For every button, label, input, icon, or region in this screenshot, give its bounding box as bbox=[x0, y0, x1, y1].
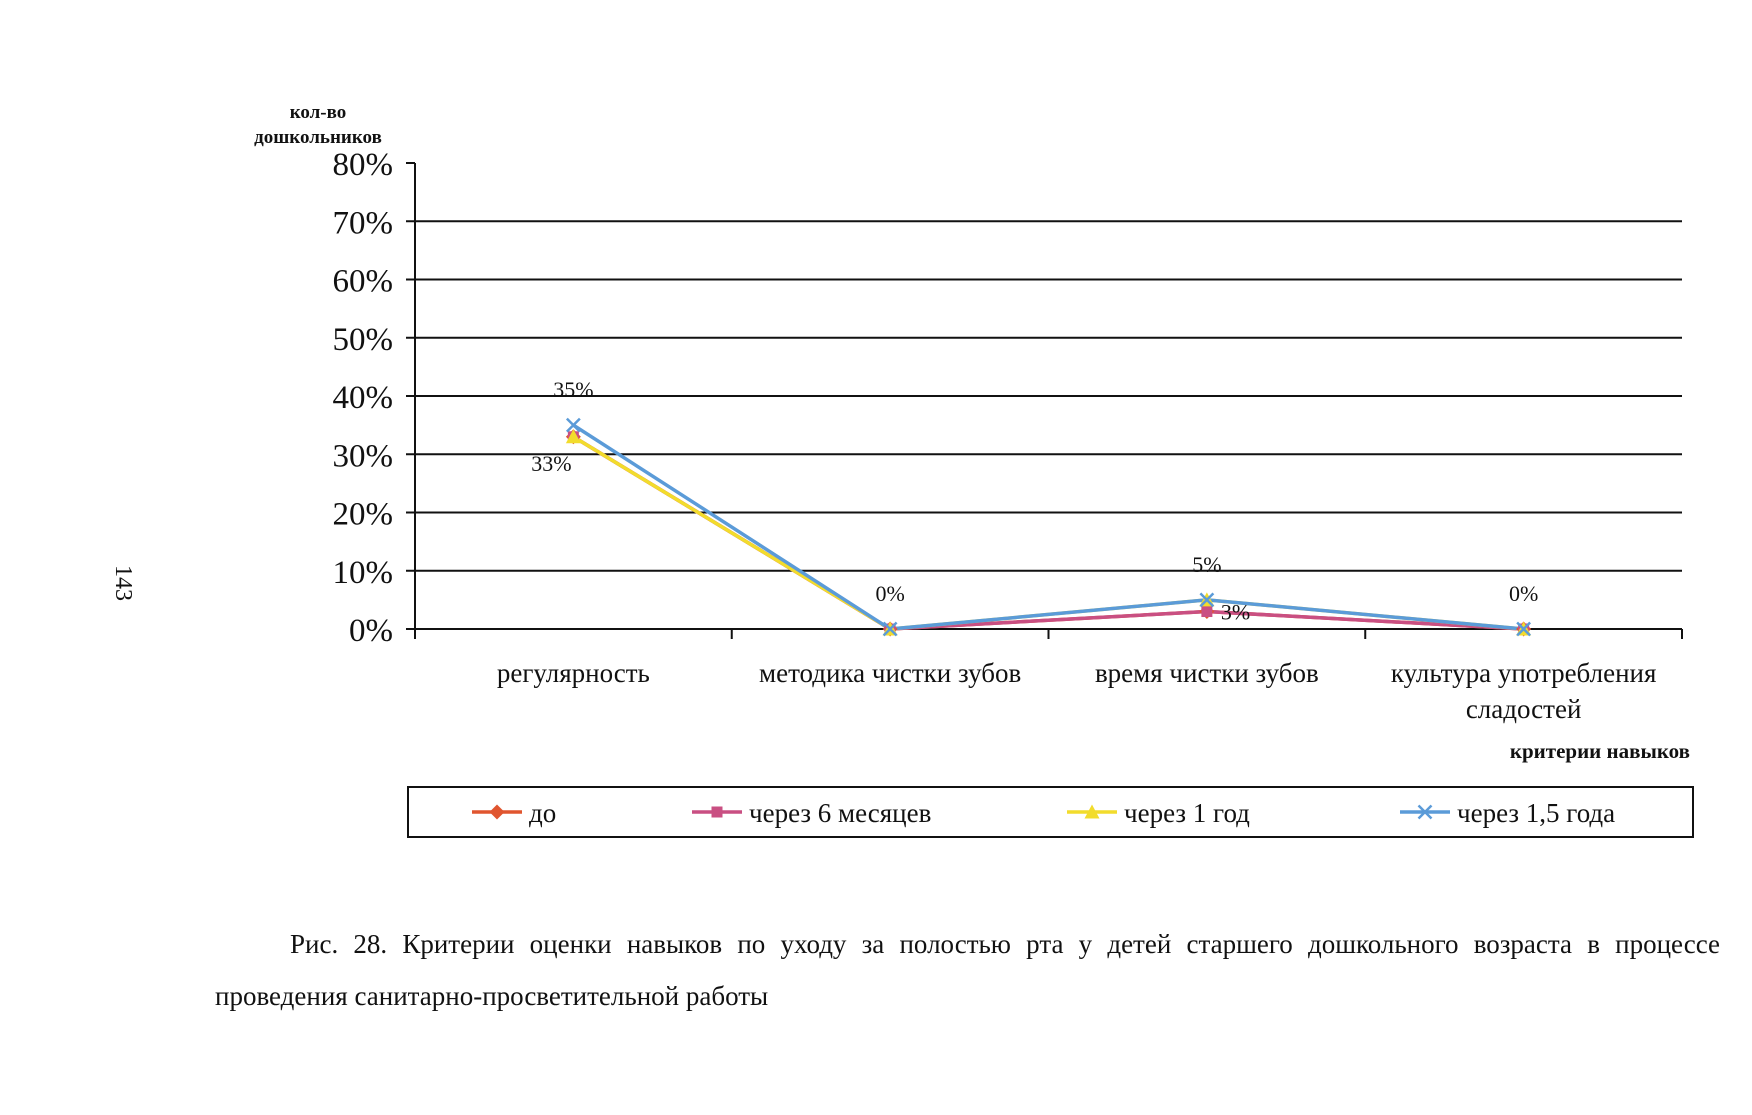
data-label: 0% bbox=[875, 581, 905, 606]
x-axis-title: критерии навыков bbox=[1509, 739, 1690, 763]
figure-caption: Рис. 28. Критерии оценки навыков по уходу за полостью рта у детей старшего дошкольного возраста в процессе проведения санитарно-просветительной работы bbox=[215, 929, 1720, 1011]
series-line bbox=[573, 437, 1523, 629]
series-lines bbox=[573, 425, 1523, 629]
data-label: 33% bbox=[531, 450, 572, 476]
y-tick-label: 50% bbox=[332, 321, 393, 358]
y-tick-label: 10% bbox=[332, 554, 393, 591]
legend-marker bbox=[712, 807, 723, 818]
data-label: 35% bbox=[553, 377, 594, 403]
y-tick-label: 0% bbox=[349, 613, 393, 649]
data-label: 3% bbox=[1220, 599, 1251, 625]
data-label: 5% bbox=[1192, 551, 1222, 577]
legend-label: через 6 месяцев bbox=[749, 798, 932, 828]
x-axis-ticks bbox=[415, 629, 1682, 724]
gridlines bbox=[415, 221, 1682, 571]
data-point bbox=[1201, 606, 1212, 617]
series-markers bbox=[566, 419, 1531, 637]
x-tick-label: сладостей bbox=[1465, 694, 1582, 724]
y-axis-title-line-1: кол-во bbox=[289, 102, 347, 123]
legend-label: до bbox=[529, 798, 557, 828]
x-tick-label: регулярность bbox=[496, 658, 650, 688]
x-tick-label: время чистки зубов bbox=[1094, 658, 1319, 688]
y-tick-label: 60% bbox=[332, 263, 393, 300]
x-tick-label: культура употребления bbox=[1390, 658, 1657, 688]
legend bbox=[408, 787, 1693, 837]
y-axis-ticks bbox=[333, 147, 416, 649]
y-tick-label: 20% bbox=[332, 496, 393, 533]
y-tick-label: 70% bbox=[332, 205, 393, 242]
page-number: 143 bbox=[110, 565, 136, 601]
y-tick-label: 80% bbox=[332, 147, 393, 183]
series-line bbox=[573, 437, 1523, 629]
legend-label: через 1 год bbox=[1124, 798, 1250, 828]
series-line bbox=[573, 437, 1523, 629]
y-axis-title bbox=[254, 102, 382, 148]
series-line bbox=[573, 425, 1523, 629]
y-axis-title-line-2: дошкольников bbox=[254, 127, 382, 148]
y-tick-label: 30% bbox=[332, 438, 393, 475]
x-tick-label: методика чистки зубов bbox=[759, 658, 1022, 688]
data-label: 0% bbox=[1508, 581, 1539, 606]
legend-label: через 1,5 года bbox=[1457, 798, 1616, 828]
y-tick-label: 40% bbox=[332, 380, 393, 416]
